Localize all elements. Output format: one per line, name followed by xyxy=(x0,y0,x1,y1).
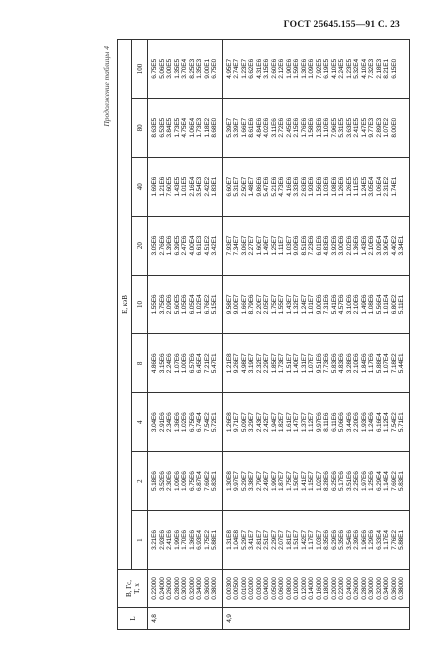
energy-header: 100 xyxy=(132,39,148,98)
data-table xyxy=(117,39,410,630)
energy-header: 10 xyxy=(132,275,148,334)
table-cell: 1.69E6 1.21E6 7.60E5 1.43E5 1.01E5 2.16E4 3.54E3 2.42E2 1.83E1 xyxy=(148,157,223,216)
col-header-B-line1: B, Гс, xyxy=(124,579,133,598)
table-cell: 3.21E6 2.93E6 2.41E6 1.99E6 1.70E6 1.36E6 6.93E4 1.75E2 5.88E1 xyxy=(148,511,223,570)
rotated-table-area xyxy=(62,40,405,630)
energy-header: 1 xyxy=(132,511,148,570)
continuation-note: Продолжение таблицы 4 xyxy=(102,46,111,127)
page-header: ГОСТ 25645.155—91 С. 23 xyxy=(283,20,400,30)
col-header-B xyxy=(118,570,148,608)
energy-group-header: E, кэВ xyxy=(118,39,132,569)
table-cell: 7.93E7 7.34E7 3.06E7 2.27E7 1.60E7 1.49E7 1.25E7 1.11E7 1.03E7 9.09E6 8.51E6 7.23E6 6.01E6 4.83E6 3.92E6 3.00E6 2.02E6 1.36E6 1.43E6 2.10E6 3.09E4 3.90E4 4.40E2 3.34E1 xyxy=(222,216,409,275)
table-cell: 1.30E8 9.97E7 5.29E7 3.38E7 2.79E7 2.49E7 1.99E7 1.87E7 1.75E7 1.50E7 1.41E7 1.15E7 1.02E7 8.28E6 6.25E6 5.17E6 3.51E6 2.25E6 1.97E6 1.25E6 6.29E4 1.14E4 7.69E2 5.83E1 xyxy=(222,452,409,511)
table-cell: 5.39E7 3.39E7 1.66E7 8.61E6 4.84E6 4.02E6 3.11E6 2.72E6 2.45E6 2.15E6 1.76E6 1.58E6 1.33E6 1.10E6 7.96E5 5.31E5 3.63E5 2.41E5 1.47E5 9.77E3 2.89E3 1.07E2 8.00E0 xyxy=(222,98,409,157)
cell-B: 0.00300 0.00500 0.01000 0.02000 0.03000 0.04000 0.05000 0.06000 0.08000 0.10000 0.12000 0.14000 0.16000 0.18000 0.20000 0.22000 0.24000 0.26000 0.28000 0.30000 0.32000 0.34000 0.36000 0.38000 xyxy=(222,570,409,608)
table-cell: 1.31E8 1.04E8 5.29E7 3.41E7 2.81E7 2.51E7 2.29E7 2.07E7 1.81E7 1.51E7 1.42E7 1.17E7 1.03E7 8.35E6 6.29E6 5.35E6 3.54E6 2.39E6 1.96E6 1.29E6 6.33E4 1.17E4 7.76E2 5.88E1 xyxy=(222,511,409,570)
energy-header: 8 xyxy=(132,334,148,393)
table-cell: 6.75E5 5.06E5 3.00E5 1.35E5 3.70E4 8.25E3 1.35E3 9.00E1 6.75E0 xyxy=(148,39,223,98)
energy-header: 2 xyxy=(132,452,148,511)
col-header-L: L xyxy=(118,608,148,630)
table-cell: 6.60E7 5.31E7 2.50E7 1.48E7 9.86E6 5.47E6 5.21E6 4.73E6 4.16E6 3.33E6 2.63E6 1.93E6 1.56E6 1.03E6 1.08E6 1.26E6 1.26E5 1.11E5 1.24E5 3.05E4 1.06E4 2.31E2 1.74E1 xyxy=(222,157,409,216)
energy-header: 20 xyxy=(132,216,148,275)
cell-L: 4,8 xyxy=(148,608,223,630)
table-cell: 1.21E8 9.26E7 4.98E7 3.19E7 2.32E7 2.29E7 1.85E7 1.73E7 1.51E7 1.40E7 1.31E7 1.07E7 9.51E6 7.73E6 5.83E6 4.83E6 3.28E6 2.10E6 1.84E6 1.17E6 5.88E4 1.07E4 7.18E2 5.44E1 xyxy=(222,334,409,393)
table-cell: 9.58E7 9.00E7 1.66E7 8.79E6 2.20E7 2.05E7 1.75E7 1.55E7 1.43E7 1.32E7 1.24E7 1.01E7 9.00E6 7.31E6 5.41E6 4.57E6 3.10E6 2.10E6 1.49E6 1.08E6 5.56E4 1.01E4 6.80E2 5.11E1 xyxy=(222,275,409,334)
table-cell: 1.55E6 3.75E6 2.09E6 5.60E5 1.05E6 6.05E4 1.02E4 6.76E2 5.15E1 xyxy=(148,275,223,334)
cell-L: 4,9 xyxy=(222,608,409,630)
table-cell: 8.63E5 6.53E5 3.84E5 1.73E5 4.75E4 1.06E4 1.73E3 1.18E2 8.68E0 xyxy=(148,98,223,157)
table-cell: 5.18E6 3.52E6 2.30E6 1.09E6 1.09E6 6.75E6 6.87E4 7.69E2 5.83E1 xyxy=(148,452,223,511)
table-cell: 4.95E7 2.74E7 1.23E7 6.62E6 4.31E6 3.15E6 2.60E6 2.12E6 1.90E6 1.59E6 1.30E6 1.09E6 7.92E5 6.19E5 4.10E5 2.24E5 1.23E5 5.32E4 4.10E4 7.32E3 2.18E3 8.21E1 6.15E0 xyxy=(222,39,409,98)
energy-header: 4 xyxy=(132,393,148,452)
table-cell: 3.04E6 2.91E6 2.34E6 1.36E6 1.02E6 6.75E6 6.74E4 7.54E2 5.72E1 xyxy=(148,393,223,452)
table-cell: 1.26E8 9.71E7 5.09E7 3.29E7 2.43E7 2.42E7 1.94E7 1.82E7 1.61E7 1.47E7 1.37E7 1.12E7 9.97E6 8.11E6 6.11E6 5.06E6 3.44E6 2.20E6 1.93E6 1.24E6 6.16E4 1.12E4 7.54E2 5.71E1 xyxy=(222,393,409,452)
table-cell: 4.86E6 3.15E6 2.24E6 1.07E6 1.00E6 6.57E6 6.45E4 7.21E2 5.47E1 xyxy=(148,334,223,393)
table-row xyxy=(222,39,409,629)
col-header-B-line2: T, x xyxy=(132,583,141,594)
table-cell: 3.05E6 2.76E6 1.39E6 6.39E5 2.47E6 4.00E4 6.61E3 4.51E2 3.42E1 xyxy=(148,216,223,275)
energy-header: 80 xyxy=(132,98,148,157)
cell-B: 0.22000 0.24000 0.26000 0.28000 0.30000 0.32000 0.34000 0.36000 0.38000 xyxy=(148,570,223,608)
energy-header: 40 xyxy=(132,157,148,216)
table-row xyxy=(148,39,223,629)
